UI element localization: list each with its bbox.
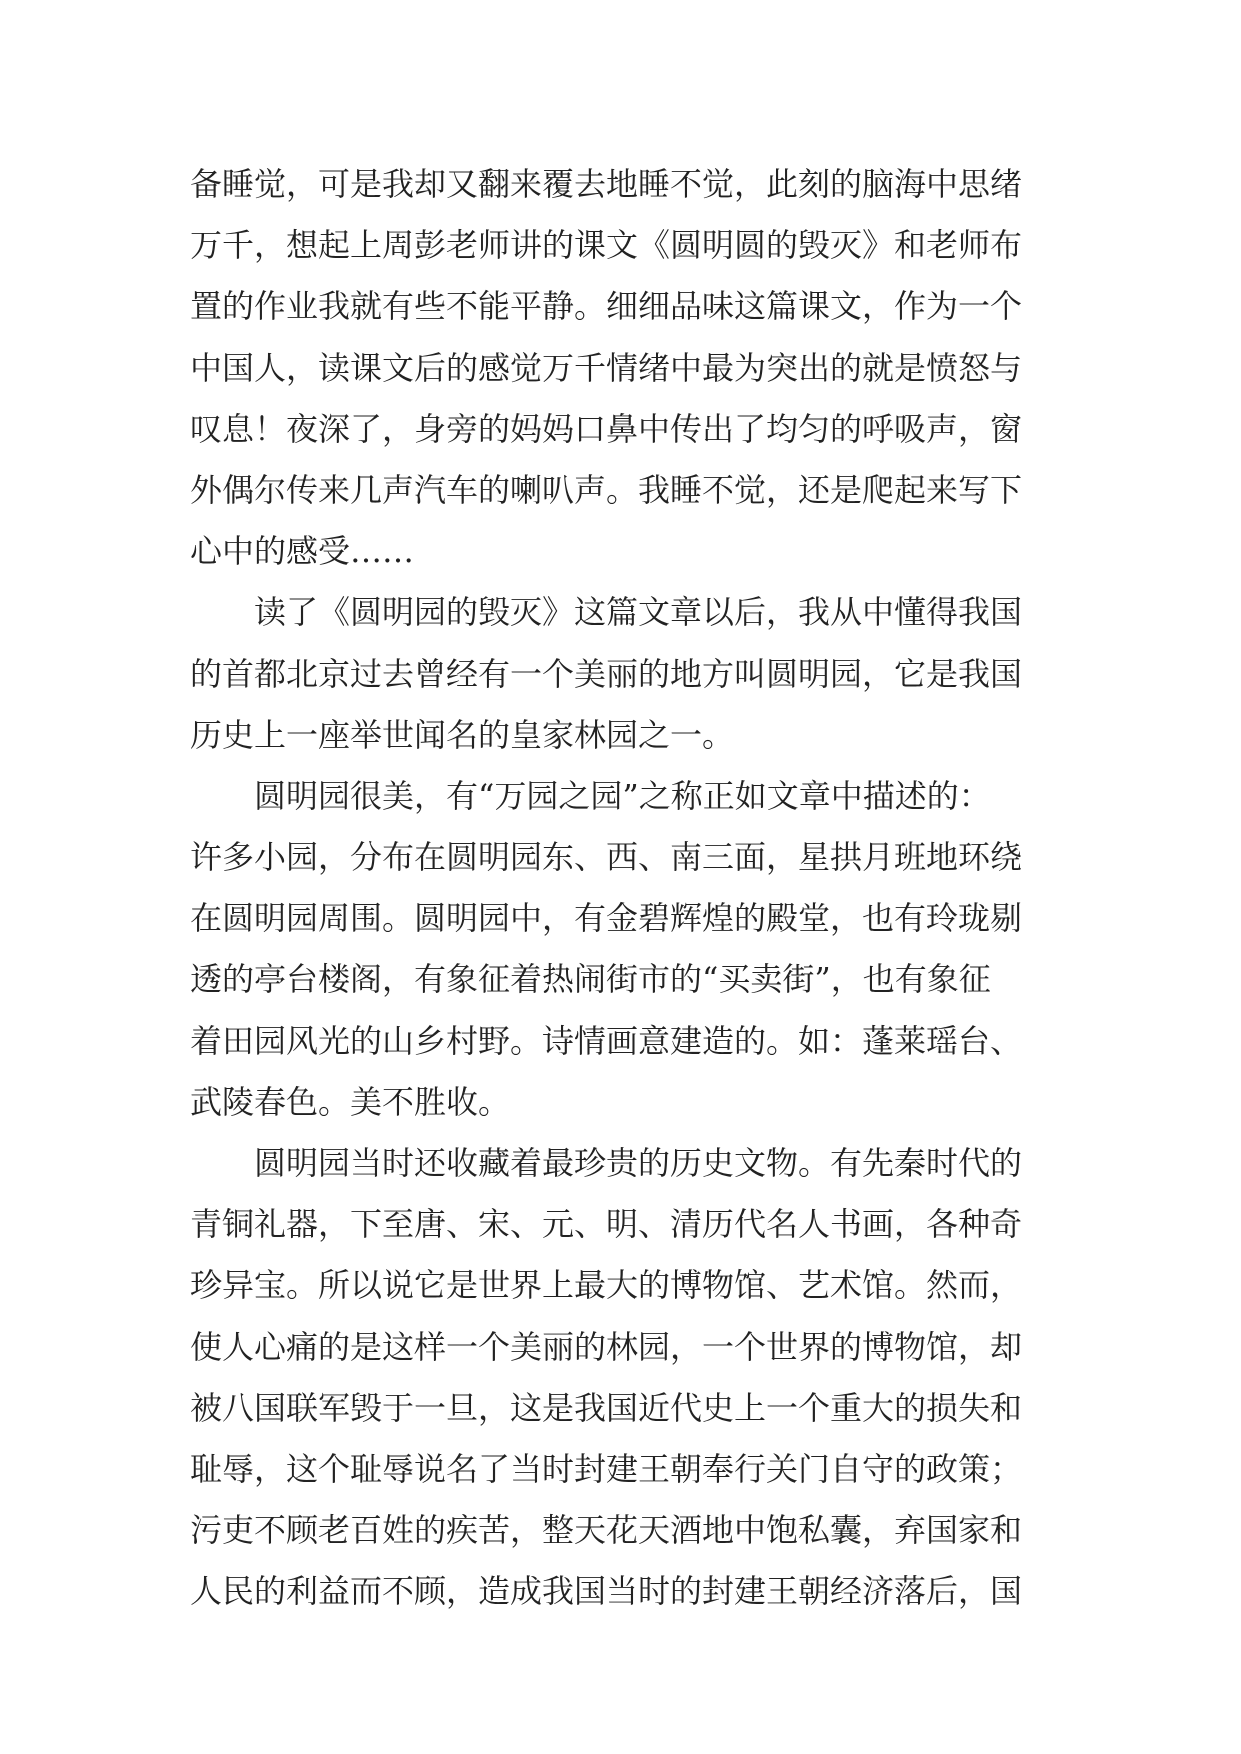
text-line: 历史上一座举世闻名的皇家林园之一。: [190, 715, 735, 754]
text-line: 在圆明园周围。圆明园中，有金碧辉煌的殿堂，也有玲珑剔: [190, 899, 1023, 938]
text-line: 外偶尔传来几声汽车的喇叭声。我睡不觉，还是爬起来写下: [190, 470, 1023, 509]
text-line: 的首都北京过去曾经有一个美丽的地方叫圆明园，它是我国: [190, 654, 1023, 693]
text-line: 人民的利益而不顾，造成我国当时的封建王朝经济落后，国: [190, 1572, 1023, 1611]
text-line: 万千，想起上周彭老师讲的课文《圆明圆的毁灭》和老师布: [190, 226, 1023, 265]
text-line: 许多小园，分布在圆明园东、西、南三面，星拱月班地环绕: [190, 838, 1023, 877]
essay-body: [190, 154, 1050, 1623]
text-line: 使人心痛的是这样一个美丽的林园，一个世界的博物馆，却: [190, 1327, 1023, 1366]
paragraph: [190, 766, 1050, 1133]
text-line: 圆明园当时还收藏着最珍贵的历史文物。有先秦时代的: [254, 1144, 1023, 1182]
text-line: 珍异宝。所以说它是世界上最大的博物馆、艺术馆。然而，: [190, 1266, 1023, 1305]
text-line: 读了《圆明园的毁灭》这篇文章以后，我从中懂得我国: [254, 593, 1023, 632]
text-line: 武陵春色。美不胜收。: [190, 1082, 511, 1121]
text-line: 着田园风光的山乡村野。诗情画意建造的。如：蓬莱瑶台、: [190, 1021, 1023, 1060]
text-line: 耻辱，这个耻辱说名了当时封建王朝奉行关门自守的政策；: [190, 1449, 1023, 1488]
text-line: 污吏不顾老百姓的疾苦，整天花天酒地中饱私囊，弃国家和: [190, 1511, 1023, 1550]
text-line: 备睡觉，可是我却又翻来覆去地睡不觉，此刻的脑海中思绪: [190, 165, 1023, 203]
text-line: 透的亭台楼阁，有象征着热闹街市的“买卖街”，也有象征: [190, 960, 991, 999]
text-line: 叹息！夜深了，身旁的妈妈口鼻中传出了均匀的呼吸声，窗: [190, 409, 1023, 448]
text-line: 心中的感受……: [190, 532, 415, 571]
text-line: 被八国联军毁于一旦，这是我国近代史上一个重大的损失和: [190, 1388, 1023, 1427]
paragraph: [190, 154, 1050, 582]
paragraph: [190, 1133, 1050, 1623]
text-line: 置的作业我就有些不能平静。细细品味这篇课文，作为一个: [190, 287, 1023, 326]
text-line: 中国人，读课文后的感觉万千情绪中最为突出的就是愤怒与: [190, 348, 1023, 387]
text-line: 青铜礼器，下至唐、宋、元、明、清历代名人书画，各种奇: [190, 1205, 1023, 1244]
text-line: 圆明园很美，有“万园之园”之称正如文章中描述的：: [254, 776, 991, 815]
paragraph: [190, 582, 1050, 766]
